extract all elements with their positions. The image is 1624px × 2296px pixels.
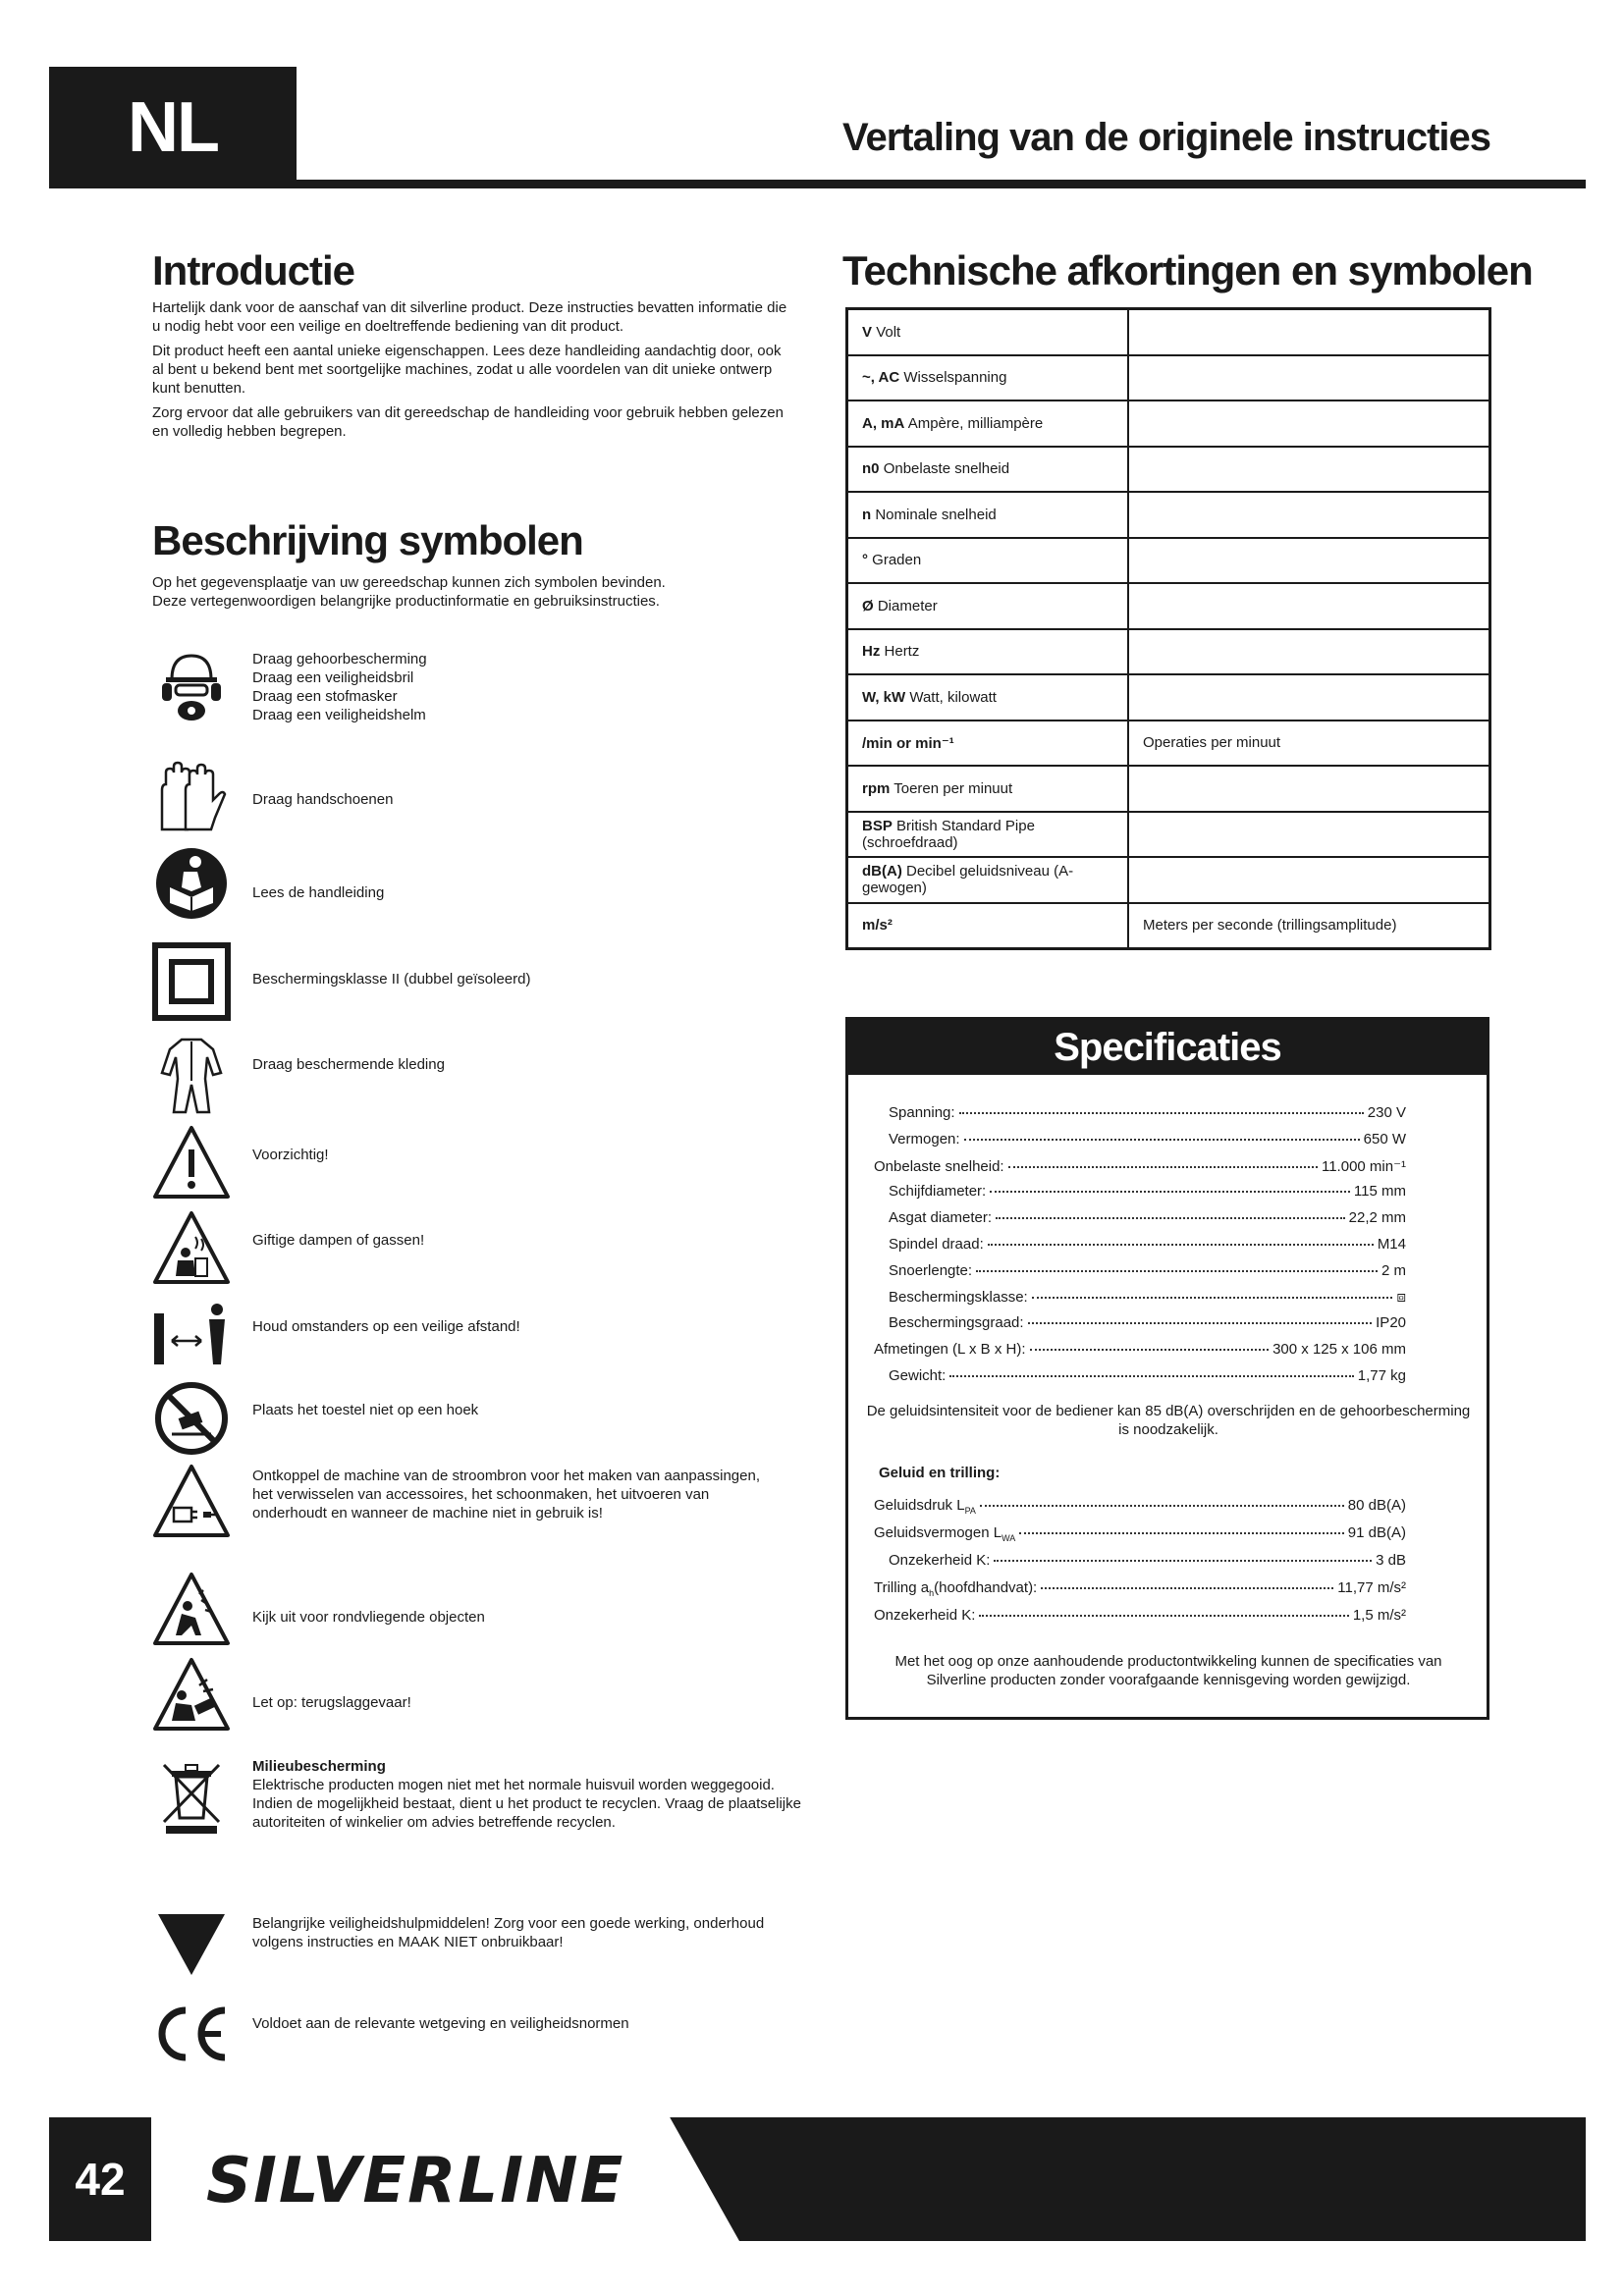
abbreviation-description: Volt xyxy=(876,323,901,341)
abbreviation-description: Diameter xyxy=(877,597,938,614)
spec-value: ⧈ xyxy=(1396,1288,1406,1306)
language-badge: NL xyxy=(128,88,218,167)
left-column xyxy=(152,247,790,610)
symbol-text xyxy=(252,2014,802,2033)
spec-label: Asgat diameter: xyxy=(889,1209,993,1227)
symbol-text xyxy=(252,1757,802,1832)
abbreviation-cell xyxy=(847,447,1129,493)
spec-row xyxy=(889,1367,1406,1384)
abbreviation-cell xyxy=(847,583,1129,629)
abbreviation-symbol: rpm xyxy=(862,779,891,797)
symbol-title: Milieubescherming xyxy=(252,1758,386,1775)
intro-paragraph: Zorg ervoor dat alle gebruikers van dit gereedschap de handleiding voor gebruik hebben gelezen en volledig hebben begrepen. xyxy=(152,404,784,440)
symbol-line: Lees de handleiding xyxy=(252,884,385,901)
spec-value: 650 W xyxy=(1363,1130,1406,1148)
sound-label-text: Onzekerheid K: xyxy=(874,1607,976,1624)
abbreviation-symbol: n0 xyxy=(862,460,880,478)
abbreviation-symbol: Hz xyxy=(862,643,881,661)
spec-value: 230 V xyxy=(1367,1104,1406,1121)
sound-heading: Geluid en trilling: xyxy=(879,1465,1001,1481)
symbol-text xyxy=(252,650,802,724)
kickback-icon xyxy=(152,1656,231,1735)
abbreviation-symbol: n xyxy=(862,506,872,523)
intro-paragraph: Hartelijk dank voor de aanschaf van dit silverline product. Deze instructies bevatten informatie die u nodig hebt voor een veilige en doeltreffende bediening van dit product. xyxy=(152,299,787,335)
abbreviation-cell xyxy=(847,400,1129,447)
spec-row xyxy=(889,1104,1406,1121)
symbol-line: Giftige dampen of gassen! xyxy=(252,1232,425,1249)
symbol-text xyxy=(252,1914,783,1951)
abbreviation-description: Decibel geluidsniveau (A-gewogen) xyxy=(862,863,1074,897)
abbreviation-cell xyxy=(847,355,1129,401)
symbol-line: Voldoet aan de relevante wetgeving en veiligheidsnormen xyxy=(252,2015,629,2032)
abbreviation-row xyxy=(847,857,1490,903)
abbreviation-row xyxy=(847,903,1490,949)
sound-label xyxy=(874,1579,1037,1598)
spec-value: 11.000 min⁻¹ xyxy=(1321,1157,1406,1175)
spec-value: 115 mm xyxy=(1353,1183,1406,1201)
abbreviation-extra xyxy=(1128,629,1490,675)
spec-row xyxy=(889,1262,1406,1279)
leader-dots xyxy=(979,1615,1348,1617)
abbreviation-description: British Standard Pipe (schroefdraad) xyxy=(862,817,1035,851)
spec-value: 2 m xyxy=(1380,1261,1406,1279)
symbol-line: Draag een veiligheidsbril xyxy=(252,669,414,686)
maintenance-triangle-icon xyxy=(152,1902,231,1981)
abbreviations-heading: Technische afkortingen en symbolen xyxy=(842,247,1533,294)
abbreviation-extra xyxy=(1128,355,1490,401)
sound-label xyxy=(874,1524,1015,1543)
abbreviation-symbol: A, mA xyxy=(862,414,905,432)
spec-value: M14 xyxy=(1377,1236,1406,1253)
symbol-line: Houd omstanders op een veilige afstand! xyxy=(252,1318,520,1335)
sound-label xyxy=(874,1497,976,1516)
sound-row xyxy=(874,1579,1406,1598)
class-ii-icon xyxy=(152,942,231,1021)
abbreviation-symbol: dB(A) xyxy=(862,863,902,881)
specifications-heading: Specificaties xyxy=(848,1020,1487,1075)
spec-value: 300 x 125 x 106 mm xyxy=(1272,1341,1406,1359)
intro-paragraph: Dit product heeft een aantal unieke eigenschappen. Lees deze handleiding aandachtig door, ook al bent u bekend bent met soortgelijke machines, zodat u alle voordelen van dit unieke ontwerp kunt benutten. xyxy=(152,343,782,397)
abbreviation-symbol: m/s² xyxy=(862,917,893,934)
symbol-line: Draag een stofmasker xyxy=(252,688,398,705)
brand-logo: SILVERLINE xyxy=(206,2145,625,2217)
sound-value: 80 dB(A) xyxy=(1347,1497,1406,1514)
weee-bin-icon xyxy=(152,1757,231,1836)
spec-row xyxy=(874,1157,1406,1175)
spec-label: Onbelaste snelheid: xyxy=(874,1157,1004,1175)
header-rule xyxy=(49,180,1586,188)
sound-row xyxy=(889,1552,1406,1569)
symbol-text xyxy=(252,970,802,988)
leader-dots xyxy=(959,1112,1364,1114)
leader-dots xyxy=(976,1270,1378,1272)
toxic-fumes-icon xyxy=(152,1209,231,1288)
protective-clothing-icon xyxy=(152,1036,231,1114)
spec-footer-note: Met het oog op onze aanhoudende productontwikkeling kunnen de specificaties van Silverline producten zonder voorafgaande kennisgeving worden gewijzigd. xyxy=(894,1653,1442,1688)
abbreviation-symbol: Ø xyxy=(862,597,874,614)
sound-label-text: Geluidsvermogen L xyxy=(874,1524,1002,1541)
abbreviation-row xyxy=(847,355,1490,401)
abbreviation-cell xyxy=(847,538,1129,584)
abbreviation-description: Toeren per minuut xyxy=(893,779,1013,797)
abbreviation-extra xyxy=(1128,538,1490,584)
spec-row xyxy=(889,1209,1406,1226)
abbreviation-row xyxy=(847,674,1490,721)
abbreviation-extra xyxy=(1128,766,1490,812)
abbreviation-cell xyxy=(847,903,1129,949)
leader-dots xyxy=(1028,1322,1373,1324)
symbol-line: Ontkoppel de machine van de stroombron voor het maken van aanpassingen, het verwisselen van accessoires, het schoonmaken, het uitvoeren van onderhoudt en wanneer de machine niet in gebruik is! xyxy=(252,1468,760,1522)
symbol-text xyxy=(252,1401,802,1419)
leader-dots xyxy=(1008,1166,1318,1168)
spec-label: Schijfdiameter: xyxy=(889,1183,987,1201)
abbreviation-description: Nominale snelheid xyxy=(875,506,997,523)
abbreviation-cell xyxy=(847,721,1129,767)
sound-subscript: h xyxy=(929,1588,935,1598)
intro-heading: Introductie xyxy=(152,247,354,294)
symbol-text xyxy=(252,1317,802,1336)
symbols-heading: Beschrijving symbolen xyxy=(152,517,583,563)
symbol-line: Belangrijke veiligheidshulpmiddelen! Zorg voor een goede werking, onderhoud volgens instructies en MAAK NIET onbruikbaar! xyxy=(252,1915,765,1950)
symbol-line: Draag een veiligheidshelm xyxy=(252,707,426,723)
abbreviation-cell xyxy=(847,492,1129,538)
abbreviations-table xyxy=(845,307,1491,950)
spec-row xyxy=(889,1131,1406,1148)
sound-label-text: Trilling a xyxy=(874,1579,930,1596)
abbreviation-cell xyxy=(847,812,1129,858)
sound-value: 1,5 m/s² xyxy=(1352,1607,1406,1624)
leader-dots xyxy=(1030,1349,1270,1351)
abbreviation-cell xyxy=(847,674,1129,721)
abbreviation-row xyxy=(847,812,1490,858)
abbreviation-extra: Operaties per minuut xyxy=(1128,721,1490,767)
spec-label: Snoerlengte: xyxy=(889,1261,973,1279)
spec-label: Spindel draad: xyxy=(889,1236,984,1253)
abbreviation-cell xyxy=(847,766,1129,812)
symbol-line: Plaats het toestel niet op een hoek xyxy=(252,1402,479,1418)
spec-row xyxy=(889,1236,1406,1253)
leader-dots xyxy=(964,1139,1360,1141)
leader-dots xyxy=(1019,1532,1344,1534)
spec-label: Beschermingsklasse: xyxy=(889,1288,1028,1306)
spec-row xyxy=(874,1341,1406,1358)
abbreviation-row xyxy=(847,629,1490,675)
symbol-line: Elektrische producten mogen niet met het normale huisvuil worden weggegooid. Indien de mogelijkheid bestaat, dient u het product te recyclen. Vraag de plaatselijke autoriteiten of winkelier om advies betreffende recyclen. xyxy=(252,1777,801,1831)
abbreviation-description: Wisselspanning xyxy=(903,369,1007,387)
page-number: 42 xyxy=(75,2154,126,2205)
abbreviation-cell xyxy=(847,309,1129,355)
gloves-icon xyxy=(152,761,231,839)
sound-row xyxy=(874,1607,1406,1624)
abbreviation-extra xyxy=(1128,812,1490,858)
no-slope-icon xyxy=(152,1379,231,1458)
spec-value: 22,2 mm xyxy=(1348,1209,1406,1227)
sound-label-text: Onzekerheid K: xyxy=(889,1552,991,1569)
sound-label xyxy=(874,1607,975,1624)
abbreviation-description: Watt, kilowatt xyxy=(909,688,997,706)
leader-dots xyxy=(994,1560,1372,1562)
spec-row xyxy=(889,1289,1406,1306)
symbol-text xyxy=(252,1146,802,1164)
abbreviation-row xyxy=(847,721,1490,767)
abbreviation-row xyxy=(847,447,1490,493)
abbreviation-description: Graden xyxy=(872,552,922,569)
abbreviation-row xyxy=(847,538,1490,584)
symbol-text xyxy=(252,883,802,902)
abbreviation-row xyxy=(847,309,1490,355)
abbreviation-symbol: BSP xyxy=(862,817,893,834)
disconnect-power-icon xyxy=(152,1463,231,1541)
ppe-head-icon xyxy=(152,648,231,726)
leader-dots xyxy=(980,1505,1344,1507)
abbreviation-row xyxy=(847,400,1490,447)
abbreviation-description: Ampère, milliampère xyxy=(907,414,1044,432)
abbreviation-extra xyxy=(1128,447,1490,493)
leader-dots xyxy=(996,1217,1345,1219)
symbol-line: Let op: terugslaggevaar! xyxy=(252,1694,411,1711)
spec-value: IP20 xyxy=(1376,1314,1406,1332)
leader-dots xyxy=(988,1244,1374,1246)
caution-icon xyxy=(152,1124,231,1202)
spec-row xyxy=(889,1314,1406,1331)
symbol-line: Kijk uit voor rondvliegende objecten xyxy=(252,1609,485,1626)
bystanders-distance-icon xyxy=(152,1296,231,1374)
symbol-line: Draag handschoenen xyxy=(252,791,394,808)
abbreviation-symbol: /min or min⁻¹ xyxy=(862,734,954,752)
intro-body xyxy=(152,298,790,441)
leader-dots xyxy=(1032,1297,1393,1299)
sound-value: 11,77 m/s² xyxy=(1337,1579,1406,1596)
abbreviation-extra xyxy=(1128,400,1490,447)
symbol-list xyxy=(152,648,800,2042)
spec-label: Afmetingen (L x B x H): xyxy=(874,1341,1026,1359)
abbreviation-row xyxy=(847,492,1490,538)
abbreviation-extra xyxy=(1128,309,1490,355)
abbreviation-symbol: ~, AC xyxy=(862,369,900,387)
abbreviation-cell xyxy=(847,629,1129,675)
abbreviation-row xyxy=(847,766,1490,812)
spec-value: 1,77 kg xyxy=(1357,1367,1406,1384)
symbol-text xyxy=(252,1693,802,1712)
symbol-text xyxy=(252,1608,802,1627)
abbreviation-extra xyxy=(1128,583,1490,629)
sound-row xyxy=(874,1497,1406,1516)
abbreviation-extra xyxy=(1128,857,1490,903)
abbreviation-cell xyxy=(847,857,1129,903)
noise-note: De geluidsintensiteit voor de bediener kan 85 dB(A) overschrijden en de gehoorbescherming is noodzakelijk. xyxy=(866,1403,1471,1438)
symbol-text xyxy=(252,1055,802,1074)
leader-dots xyxy=(949,1375,1353,1377)
abbreviation-extra xyxy=(1128,674,1490,721)
sound-subscript: WA xyxy=(1001,1533,1016,1543)
abbreviation-description: Hertz xyxy=(884,643,920,661)
symbol-text xyxy=(252,1231,802,1250)
footer-separator xyxy=(151,2117,160,2241)
abbreviation-description: Onbelaste snelheid xyxy=(883,460,1010,478)
abbreviation-symbol: W, kW xyxy=(862,688,906,706)
symbols-intro: Op het gegevensplaatje van uw gereedschap kunnen zich symbolen bevinden. Deze vertegenwoordigen belangrijke productinformatie en gebruiksinstructies. xyxy=(152,574,666,610)
sound-value: 91 dB(A) xyxy=(1347,1524,1406,1541)
sound-label-text: Geluidsdruk L xyxy=(874,1497,965,1514)
symbol-text xyxy=(252,1467,783,1522)
symbol-text xyxy=(252,790,802,809)
abbreviation-extra xyxy=(1128,492,1490,538)
spec-row xyxy=(889,1183,1406,1200)
abbreviation-extra: Meters per seconde (trillingsamplitude) xyxy=(1128,903,1490,949)
spec-label: Vermogen: xyxy=(889,1130,960,1148)
symbol-line: Draag beschermende kleding xyxy=(252,1056,445,1073)
ce-mark-icon xyxy=(152,1995,231,2073)
symbol-line: Beschermingsklasse II (dubbel geïsoleerd) xyxy=(252,971,531,988)
leader-dots xyxy=(990,1191,1350,1193)
symbol-line: Draag gehoorbescherming xyxy=(252,651,427,667)
spec-label: Spanning: xyxy=(889,1104,955,1121)
leader-dots xyxy=(1041,1587,1333,1589)
abbreviation-symbol: V xyxy=(862,323,873,341)
sound-label xyxy=(889,1552,990,1569)
sound-value: 3 dB xyxy=(1376,1552,1406,1569)
abbreviation-symbol: ° xyxy=(862,552,868,569)
sound-subscript: PA xyxy=(964,1506,976,1516)
abbreviation-row xyxy=(847,583,1490,629)
page-title: Vertaling van de originele instructies xyxy=(842,116,1490,159)
sound-suffix: (hoofdhandvat): xyxy=(934,1579,1038,1596)
read-manual-icon xyxy=(152,844,231,923)
spec-label: Gewicht: xyxy=(889,1367,947,1384)
symbol-line: Voorzichtig! xyxy=(252,1147,329,1163)
flying-objects-icon xyxy=(152,1571,231,1649)
spec-label: Beschermingsgraad: xyxy=(889,1314,1024,1332)
sound-row xyxy=(874,1524,1406,1543)
